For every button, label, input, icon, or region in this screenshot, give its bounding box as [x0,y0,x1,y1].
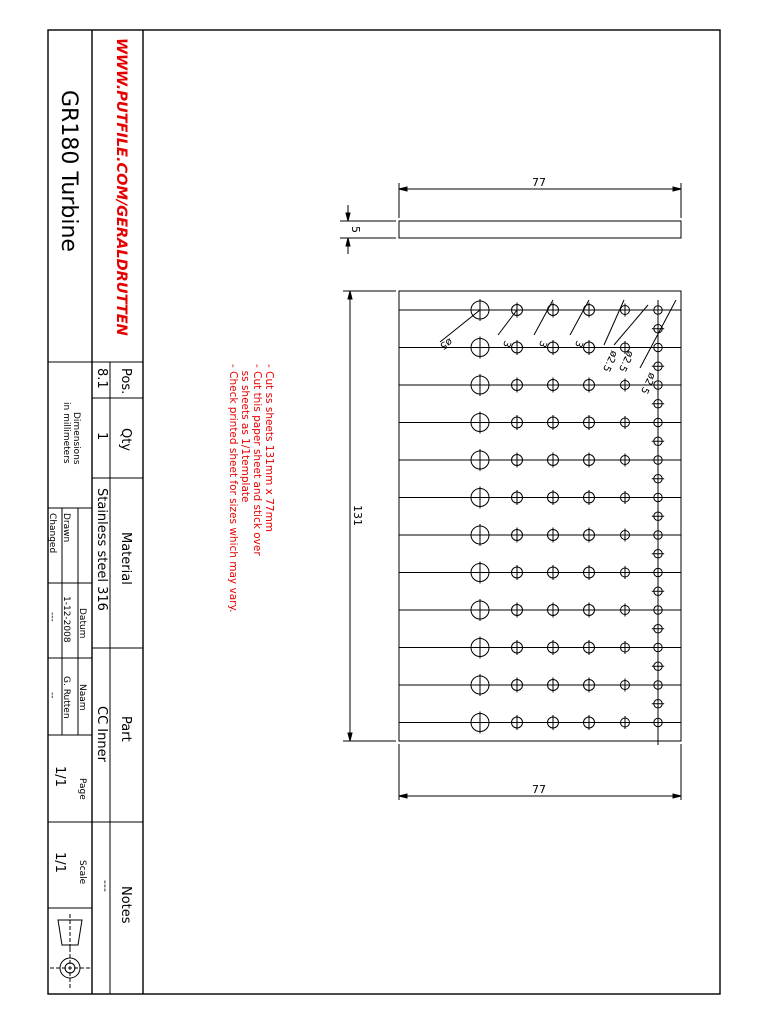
header-pos: Pos. [118,368,133,395]
naam-value: G. Rutten [61,676,71,719]
hole-label-7: ø2.5 [637,370,658,396]
hole-label-3: 3 [536,338,549,349]
scale-label: Scale [77,860,87,885]
drawn-label: Drawn [61,513,71,543]
note-1: - Cut ss sheets 131mm x 77mm [263,364,275,533]
note-3: ss sheets as 1/1template [239,364,251,503]
note-4: - Check printed sheet for sizes which may vary. [227,364,239,613]
drawing-title: GR180 Turbine [56,90,81,252]
page-label: Page [77,778,87,800]
dimensions-note-2: in millimeters [61,402,71,464]
hole-label-2: 3 [500,338,513,349]
row-part: CC Inner [94,706,109,762]
top-width-label: 77 [532,176,546,189]
naam-label: Naam [77,684,87,711]
naam-changed: -- [47,692,57,699]
datum-value: 1-12-2008 [61,596,71,643]
cutting-notes [227,364,275,613]
datum-changed: --- [47,612,57,622]
row-pos: 8.1 [94,368,109,389]
sheet-border [48,30,720,994]
row-qty: 1 [94,432,109,441]
top-view [340,183,681,254]
hole-label-4: 3 [572,338,585,349]
plate-width-label: 77 [532,783,546,796]
hole-label-1: ø5 [437,335,454,352]
hole-label-6: ø2.5 [615,348,636,374]
thickness-label: 5 [349,226,362,233]
plate-view [343,291,681,800]
datum-label: Datum [77,608,87,639]
row-notes: --- [99,880,112,892]
plate-length-label: 131 [351,505,364,526]
website-url: WWW.PUTFILE.COM/GERALDRUTTEN [113,38,129,336]
header-material: Material [118,532,133,585]
changed-label: Changed [47,513,57,554]
hole-label-5: ø2.5 [599,348,620,374]
scale-value: 1/1 [52,852,67,873]
row-material: Stainless steel 316 [94,488,109,611]
note-2: - Cut this paper sheet and stick over [251,364,263,556]
dimensions-note-1: Dimensions [71,412,81,465]
page-value: 1/1 [52,766,67,787]
header-part: Part [118,716,133,742]
header-qty: Qty [118,428,133,452]
projection-symbol-icon [50,914,90,990]
header-notes: Notes [118,886,133,924]
